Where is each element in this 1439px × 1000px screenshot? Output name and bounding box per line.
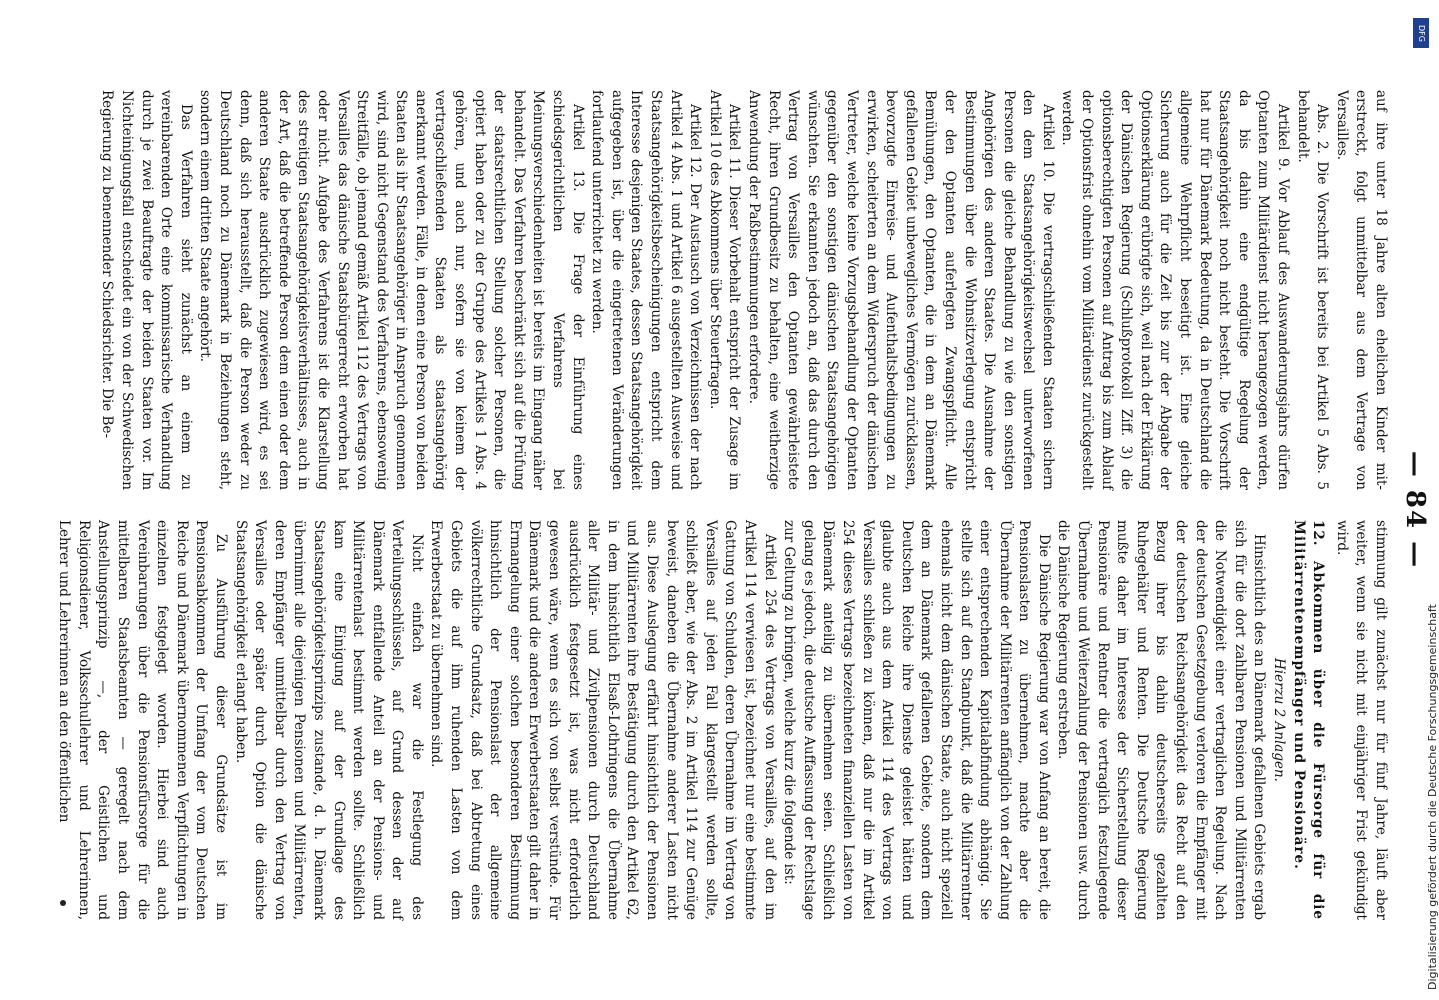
paragraph: stimmung gilt zunächst nur für fünf Jahre, läuft aber weiter, wenn sie nicht mit einjähriger Frist gekündigt wird. bbox=[1333, 520, 1389, 920]
section-heading: 12. Abkommen über die Fürsorge für die Militärrentenempfänger und Pensionäre. bbox=[1290, 520, 1327, 920]
paragraph: Hinsichtlich des an Dänemark gefallenen Gebiets ergab sich für die dort zahlbaren Pensionen und Militärrenten die Notwendigkeit einer vertraglichen Regelung. Nach der deutschen Gesetzgebung verloren die Empfänger mit der deutschen Reichsangehörigkeit das Recht auf den Bezug ihrer bis dahin deutscherseits gezahlten Ruhegehälter und Renten. Die Deutsche Regierung mußte daher im Interesse der Sicherstellung dieser Pensionäre und Rentner die vertraglich festzulegende Übernahme und Weiterzahlung der Pensionen usw. durch die Dänische Regierung erstreben. bbox=[1055, 520, 1268, 920]
paragraph: Nicht einfach war die Festlegung des Verteilungsschlüssels, auf Grund dessen der auf Dänemark entfallende Anteil an der Pensions- und Militärrentenlast bestimmt werden sollte. Schließlich kam eine Einigung auf der Grundlage des Staatsangehörigkeitsprinzips zustande, d. h. Dänemark übernimmt alle diejenigen Pensionen und Militärrenten, deren Empfänger unmittelbar durch den Vertrag von Versailles oder später durch Option die dänische Staatsangehörigkeit erlangt haben. bbox=[232, 520, 425, 920]
document-page bbox=[56, 80, 1430, 940]
left-column bbox=[97, 90, 1390, 490]
right-column bbox=[54, 520, 1390, 920]
paragraph: Artikel 11. Dieser Vorbehalt entspricht der Zusage im Artikel 10 des Abkommens über Steuerfragen. bbox=[706, 90, 743, 490]
scanned-page bbox=[56, 80, 1430, 940]
rotated-page-frame bbox=[56, 80, 1430, 940]
paragraph: Artikel 254 des Vertrags von Versailles, auf den im Artikel 114 verwiesen ist, bezeichnet nur eine bestimmte Gattung von Schulden, deren Übernahme im Vertrag von Versailles auf jeden Fall klargestellt werden sollte, schließt aber, wie der Abs. 2 im Artikel 114 zur Genüge beweist, daneben die Übernahme anderer Lasten nicht aus. Diese Auslegung erfährt hinsichtlich der Pensionen und Militärrenten ihre Bestätigung durch den Artikel 62, in dem hinsichtlich Elsaß-Lothringens die Übernahme aller Militär- und Zivilpensionen durch Deutschland ausdrücklich festgesetzt ist, was nicht erforderlich gewesen wäre, wenn es sich von selbst verstünde. Für Dänemark und die anderen Erwerberstaaten gilt daher in Ermangelung einer solchen besonderen Bestimmung hinsichtlich der Pensionslast der allgemeine völkerrechtliche Grundsatz, daß bei Abtretung eines Gebiets die auf ihm ruhenden Lasten von dem Erwerberstaat zu übernehmen sind. bbox=[428, 520, 778, 920]
dfg-logo-icon: DFG bbox=[1413, 18, 1429, 48]
section-subheading: Hierzu 2 Anlagen. bbox=[1271, 658, 1288, 782]
scan-speck bbox=[60, 900, 66, 906]
digitization-note-text: Digitalisierung gefördert durch die Deutsche Forschungsgemeinschaft bbox=[1426, 604, 1439, 990]
paragraph: Die Dänische Regierung war von Anfang an bereit, die Pensionslasten zu übernehmen, machte aber die Übernahme der Militärrenten anfänglich von der Zahlung einer entsprechenden Kapitalabfindung abhängig. Sie stellte sich auf den Standpunkt, daß die Militärrentner ehemals nicht dem dänischen Staate, auch nicht speziell dem an Dänemark gefallenen Gebiete, sondern dem Deutschen Reiche ihre Dienste geleistet hätten und glaubte auch aus dem Artikel 114 des Vertrags von Versailles schließen zu können, daß nur die im Artikel 254 dieses Vertrags bezeichneten finanziellen Lasten von Dänemark anteilig zu übernehmen seien. Schließlich gelang es jedoch, die deutsche Auffassung der Rechtslage zur Geltung zu bringen, welche kurz die folgende ist: bbox=[781, 520, 1052, 920]
paragraph: auf ihre unter 18 Jahre alten ehelichen Kinder mit-erstreckt, folgt unmittelbar aus dem Vertrage von Versailles. bbox=[1333, 90, 1389, 490]
digitization-note bbox=[1410, 10, 1439, 990]
paragraph: Das Verfahren sieht zunächst an einem zu vereinbarenden Orte eine kommissarische Verhandlung durch je zwei Beauftragte der beiden Staaten vor. Im Nichteinigungsfall entscheidet ein von der Schwedischen Regierung zu benennender Schiedsrichter. Die Be- bbox=[99, 90, 194, 490]
paragraph: Artikel 13. Die Frage der Einführung eines schiedsgerichtlichen Verfahrens bei Meinungsverschiedenheiten ist bereits im Eingang näher behandelt. Das Verfahren beschränkt sich auf die Prüfung der staatsrechtlichen Stellung solcher Personen, die optiert haben oder zu der Gruppe des Artikels 1 Abs. 4 gehören, und auch nur, sofern sie von keinem der vertragschließenden Staaten als staatsangehörig anerkannt werden. Fälle, in denen eine Person von beiden Staaten als ihr Staatsangehöriger in Anspruch genommen wird, sind nicht Gegenstand des Verfahrens, ebensowenig Streitfälle, ob jemand gemäß Artikel 112 des Vertrags von Versailles das dänische Staatsbürgerrecht erworben hat oder nicht. Aufgabe des Verfahrens ist die Klarstellung des streitigen Staatsangehörigkeitsverhältnisses, auch in der Art, daß die betreffende Person dem einen oder dem anderen Staate ausdrücklich zugewiesen wird, es sei denn, daß sich herausstellt, daß die Person weder zu Deutschland noch zu Dänemark in Beziehungen steht, sondern einem dritten Staate angehört. bbox=[197, 90, 586, 490]
page-number: — 84 — bbox=[1400, 450, 1430, 570]
paragraph: Artikel 9. Vor Ablauf des Auswanderungsjahrs dürfen Optanten zum Militärdienst nicht herangezogen werden, da bis dahin eine endgültige Regelung der Staatsangehörigkeit noch nicht besteht. Die Vorschrift hat nur für Dänemark Bedeutung, da in Deutschland die allgemeine Wehrpflicht beseitigt ist. Eine gleiche Sicherung auch für die Zeit bis zur der Abgabe der Optionserklärung erübrigte sich, weil nach der Erklärung der Dänischen Regierung (Schlußprotokoll Ziff. 3) die optionsberechtigten Personen auf Antrag bis zum Ablauf der Optionsfrist ohnehin vom Militärdienst zurückgestellt werden. bbox=[1059, 90, 1292, 490]
paragraph: Abs. 2. Die Vorschrift ist bereits bei Artikel 5 Abs. 5 behandelt. bbox=[1294, 90, 1331, 490]
paragraph: Artikel 12. Der Austausch von Verzeichnissen der nach Artikel 4 Abs. 1 und Artikel 6 ausgestellten Ausweise und Staatsangehörigkeitsbescheinigungen entspricht dem Interesse desjenigen Staates, dessen Staatsangehörigkeit aufgegeben ist, über die eingetretenen Veränderungen fortlaufend unterrichtet zu werden. bbox=[589, 90, 704, 490]
paragraph: Artikel 10. Die vertragschließenden Staaten sichern den dem Staatsangehörigkeitswechsel unterworfenen Personen die gleiche Behandlung zu wie den sonstigen Angehörigen des anderen Staates. Die Ausnahme der Bestimmungen über die Wohnsitzverlegung entspricht der den Optanten auferlegten Zwangspflicht. Alle Bemühungen, den Optanten, die in dem an Dänemark gefallenen Gebiet unbewegliches Vermögen zurücklassen, bevorzugte Einreise- und Aufenthaltsbedingungen zu erwirken, scheiterten an dem Widerspruch der dänischen Vertreter, welche keine Vorzugsbehandlung der Optanten gegenüber den sonstigen dänischen Staatsangehörigen wünschten. Sie erkannten jedoch an, daß das durch den Vertrag von Versailles den Optanten gewährleistete Recht, ihren Grundbesitz zu behalten, eine weitherzige Anwendung der Paßbestimmungen erfordere. bbox=[746, 90, 1056, 490]
paragraph: Zu Ausführung dieser Grundsätze ist im Pensionsabkommen der Umfang der vom Deutschen Reiche und Dänemark übernommenen Verpflichtungen in einzelnen festgelegt worden. Hierbei sind auch Vereinbarungen über die Pensionsfürsorge für die mittelbaren Staatsbeamten — geregelt nach dem Anstellungsprinzip —, der Geistlichen und Religionsdiener, Volksschullehrer und Lehrerinnen, Lehrer und Lehrerinnen an den öffentlichen bbox=[56, 520, 229, 920]
